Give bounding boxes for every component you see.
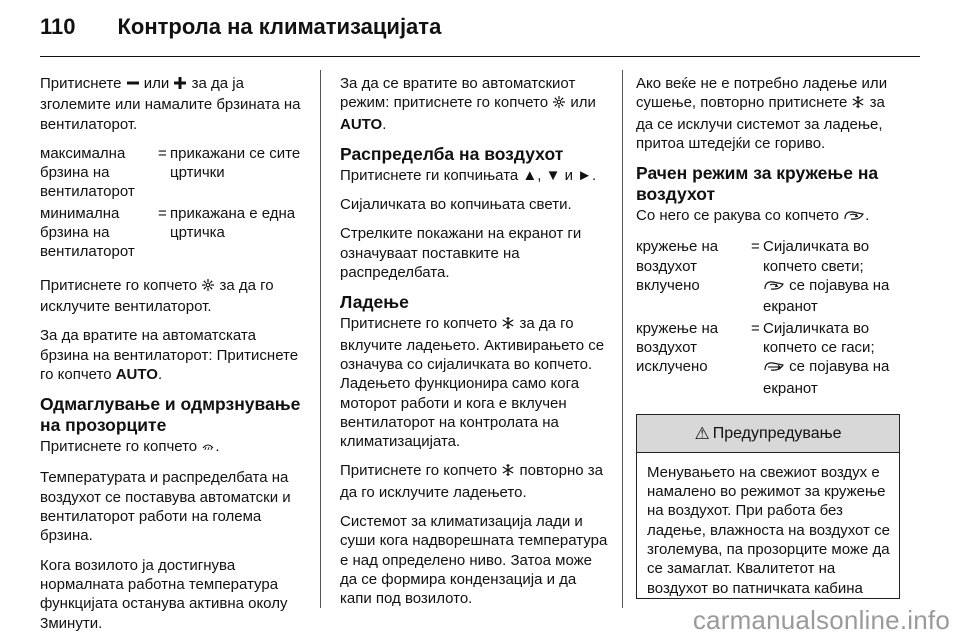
paragraph: [40, 276, 304, 317]
paragraph: Притиснете ги копчињата ▲, ▼ и ►.: [340, 166, 597, 184]
paragraph: [636, 74, 900, 153]
recirculation-off-icon: [763, 359, 785, 378]
text: се појавува на екранот: [763, 358, 890, 397]
column-3: [636, 74, 900, 599]
header-divider: [40, 56, 920, 57]
paragraph: Температурата и распределбата на воздухот се поставува автоматски и вентилаторот работи на голема брзина.: [40, 469, 291, 545]
table-def: [763, 237, 900, 316]
text: За да вратите на автоматската брзина на вентилаторот: Притиснете го копчето: [40, 327, 299, 383]
text: за да го вклучите ладењето. Активирањето се означува со сијаличката во копчето. Ладењето функционира само кога моторот работи и кога е вклучен вентилаторот на контролата на климатизацијата.: [340, 315, 605, 451]
text: или: [570, 94, 596, 112]
column-divider: [622, 70, 623, 608]
paragraph: [40, 437, 304, 458]
warning-icon: ⚠: [694, 423, 710, 443]
page-title: Контрола на климатизацијата: [117, 14, 442, 39]
warning-header: [637, 415, 899, 453]
paragraph: [40, 74, 304, 134]
text: Сијаличката во копчето се гаси;: [763, 319, 875, 356]
text: Сијаличката во копчето свети;: [763, 238, 870, 275]
text: за да ја зголемите или намалите брзината на вентилаторот.: [40, 75, 301, 133]
table-eq: =: [751, 319, 760, 337]
defrost-icon: [201, 439, 215, 458]
snowflake-icon: [851, 95, 865, 114]
text: .: [215, 438, 220, 456]
text: се појавува на екранот: [763, 277, 890, 316]
table-def: [763, 319, 900, 398]
warning-text: Менувањето на свежиот воздух е намалено во режимот за кружење на воздухот. При работа без ладење, влажноста на воздухот се зголемува, па прозорците може да се замаглат. Квалитетот на воздухот во патничката кабина: [647, 463, 890, 597]
table-term: кружење на воздухот исклучено: [636, 319, 719, 376]
column-1: [40, 74, 304, 642]
column-divider: [320, 70, 321, 608]
text: или: [139, 75, 174, 92]
table-eq: =: [158, 204, 167, 222]
warning-box: [636, 414, 900, 599]
text: .: [157, 365, 163, 383]
section-heading: Одмаглување и одмрзнување на прозорците: [40, 394, 301, 436]
page-header: [40, 14, 441, 50]
text: За да се вратите во автоматскиот режим: притиснете го копчето: [340, 75, 576, 112]
minus-icon: [126, 76, 140, 95]
warning-title: Предупредување: [712, 424, 842, 442]
text: Притиснете го копчето: [40, 276, 202, 294]
table-def: прикажани се сите цртички: [170, 144, 301, 182]
table-term: максимална брзина на вентилаторот: [40, 144, 135, 201]
text: за да го исклучите вентилаторот.: [40, 276, 274, 315]
watermark: carmanualsonline.info: [692, 605, 950, 635]
table-term: минимална брзина на вентилаторот: [40, 204, 135, 261]
table-def: прикажана е една цртичка: [170, 204, 296, 242]
text: Притиснете: [40, 75, 126, 92]
table-eq: =: [751, 238, 760, 256]
recirculation-icon: [843, 208, 865, 227]
paragraph: [636, 206, 900, 227]
paragraph: Сијаличката во копчињата свети.: [340, 196, 572, 214]
fan-icon: [201, 278, 215, 297]
text: повторно за да го исклучите ладењето.: [340, 462, 603, 501]
table-eq: =: [158, 144, 167, 162]
paragraph: Кога возилото ја достигнува нормалната работна температура функцијата останува активна околу 3минути.: [40, 556, 288, 632]
paragraph: [340, 314, 610, 451]
paragraph: [340, 461, 610, 502]
warning-body: [637, 453, 899, 598]
section-heading: Рачен режим за кружење на воздухот: [636, 163, 879, 205]
section-heading: Ладење: [340, 292, 409, 313]
text: за да се исклучи системот за ладење, притоа штедејќи се гориво.: [636, 94, 885, 152]
snowflake-icon: [501, 316, 515, 335]
text: Притиснете го копчето: [40, 438, 202, 456]
section-heading: Распределба на воздухот: [340, 143, 564, 164]
plus-icon: [173, 76, 187, 95]
page-number: 110: [40, 14, 76, 39]
recirculation-table: [636, 237, 900, 397]
paragraph: [340, 74, 610, 134]
text: Со него се ракува со копчето: [636, 207, 844, 225]
column-2: [340, 74, 610, 619]
fan-icon: [552, 95, 566, 114]
text: Ако веќе не е потребно ладење или сушење, повторно притиснете: [636, 75, 888, 112]
auto-label: AUTO: [340, 115, 383, 133]
text: Притиснете го копчето: [340, 462, 502, 480]
paragraph: Системот за климатизација лади и суши кога надворешната температура е над определено ниво. Затоа може да се формира кондензација и да капи под возилото.: [340, 513, 608, 608]
recirculation-icon: [763, 278, 785, 297]
text: .: [865, 207, 870, 225]
table-term: кружење на воздухот вклучено: [636, 238, 719, 295]
text: Притиснете го копчето: [340, 315, 502, 333]
text: .: [382, 115, 387, 133]
snowflake-icon: [501, 463, 515, 482]
auto-label: AUTO: [115, 365, 158, 383]
fan-speed-table: [40, 144, 304, 264]
paragraph: [40, 326, 304, 384]
paragraph: Стрелките покажани на екранот ги означуваат поставките на распределбата.: [340, 225, 582, 282]
